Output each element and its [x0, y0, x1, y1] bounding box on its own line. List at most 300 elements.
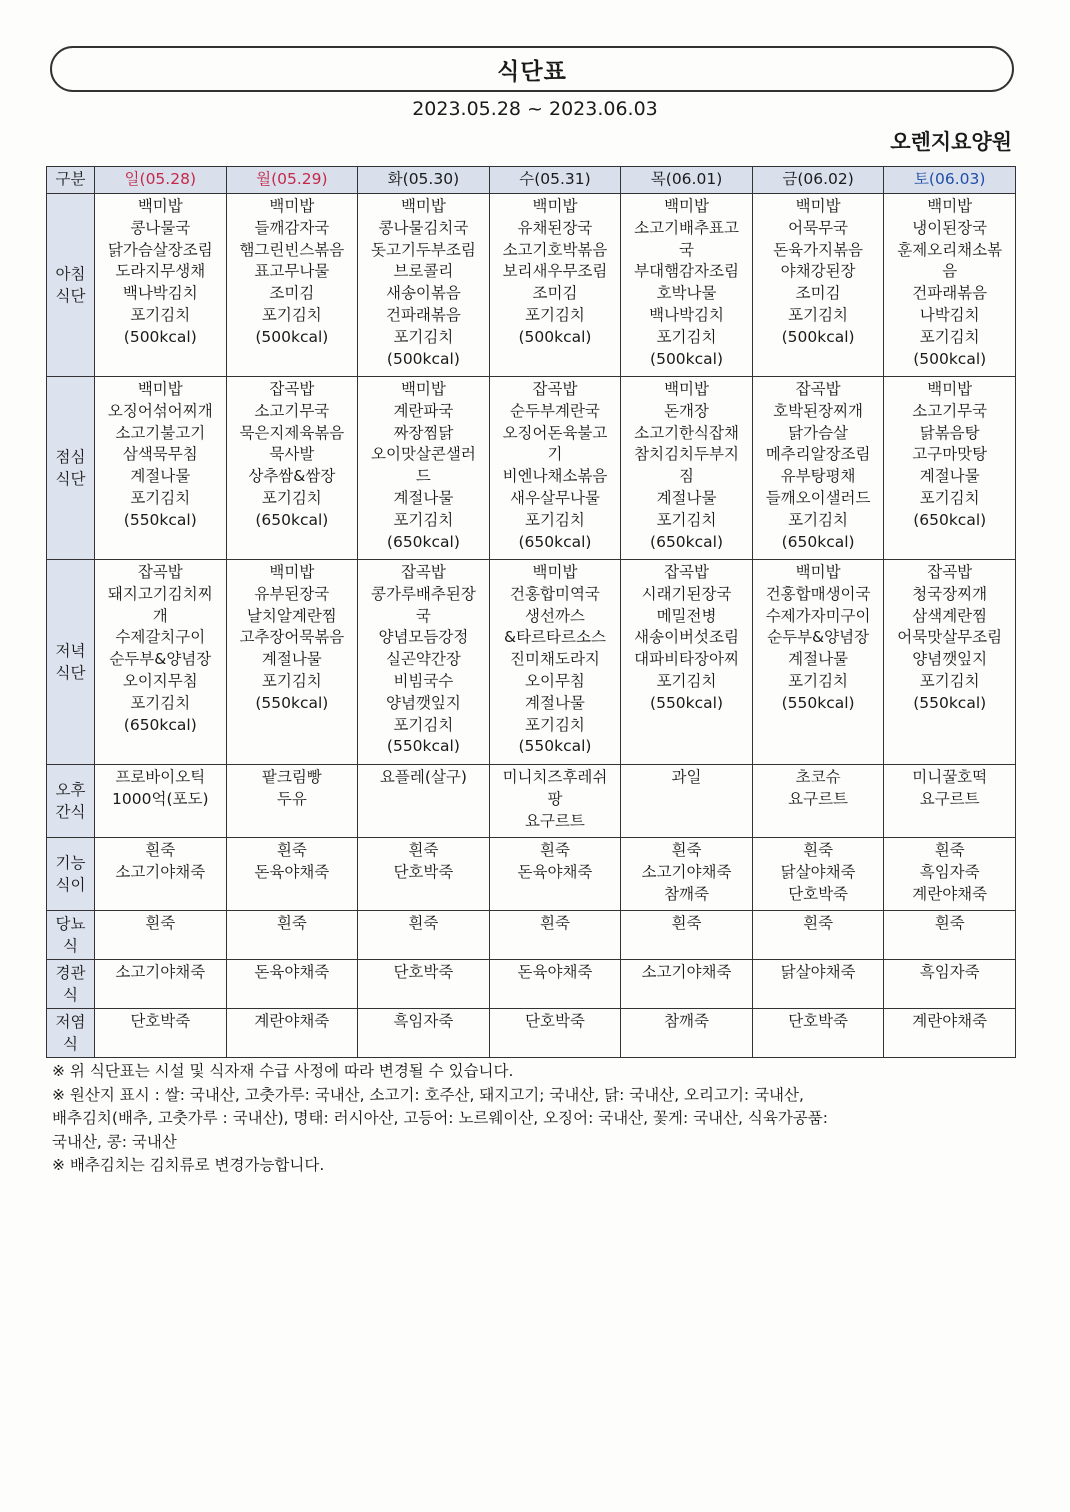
menu-item: 흰죽	[671, 841, 702, 859]
day-header-sat: 토(06.03)	[884, 167, 1016, 194]
day-header-thu: 목(06.01)	[621, 167, 753, 194]
menu-cell	[621, 560, 753, 765]
menu-item: 오이무침	[525, 671, 585, 690]
menu-item: 흰죽	[276, 914, 307, 932]
row-label	[47, 960, 95, 1009]
menu-cell	[752, 838, 884, 911]
menu-item: 흰죽	[408, 841, 439, 859]
day-header-tue: 화(05.30)	[358, 167, 490, 194]
menu-item: 포기김치	[788, 671, 849, 690]
row-label	[47, 838, 95, 911]
day-header-mon: 월(05.29)	[226, 167, 358, 194]
menu-item: 흑임자죽	[919, 963, 980, 981]
menu-item: 백나박김치	[649, 305, 724, 324]
menu-item: 기	[547, 445, 563, 464]
menu-item: (650kcal)	[518, 532, 592, 551]
menu-cell	[226, 765, 358, 838]
menu-item: 백미밥	[795, 197, 841, 215]
menu-item: 고추장어묵볶음	[239, 628, 345, 647]
menu-item: 짐	[679, 467, 695, 486]
menu-item: 소고기무국	[254, 401, 330, 420]
menu-item: 새송이버섯조림	[634, 628, 739, 647]
menu-item: 소고기불고기	[115, 423, 206, 442]
menu-cell	[226, 960, 358, 1009]
menu-item: 계절나물	[130, 467, 191, 486]
menu-item: 닭가슴살	[788, 423, 849, 442]
menu-cell	[358, 377, 490, 560]
menu-item: 흑임자죽	[393, 1012, 454, 1030]
menu-cell	[621, 765, 753, 838]
menu-item: (500kcal)	[650, 349, 724, 368]
menu-item: 콩나물국	[130, 218, 191, 237]
menu-cell	[358, 765, 490, 838]
menu-item: 짜장찜닭	[393, 423, 454, 442]
menu-item: 포기김치	[130, 693, 191, 712]
note-line: ※ 위 식단표는 시설 및 식자재 수급 사정에 따라 변경될 수 있습니다.	[52, 1062, 514, 1080]
menu-item: 시래기된장국	[641, 584, 732, 603]
row-label-text: 간식	[55, 803, 86, 821]
menu-item: 백나박김치	[122, 284, 198, 303]
note-line: 국내산, 콩: 국내산	[52, 1132, 177, 1151]
menu-item: 참깨죽	[664, 884, 709, 903]
menu-item: 단호박죽	[130, 1012, 191, 1030]
menu-cell	[621, 194, 753, 377]
menu-cell	[621, 911, 753, 960]
menu-item: 백미밥	[927, 197, 973, 215]
menu-item: (500kcal)	[781, 327, 855, 346]
menu-cell	[226, 377, 358, 560]
menu-item: 포기김치	[919, 671, 980, 690]
menu-cell	[95, 1009, 227, 1058]
menu-item: 수제가자미구이	[765, 606, 871, 625]
menu-item: 새우살무나물	[510, 488, 600, 507]
menu-item: 소고기야채죽	[115, 963, 206, 981]
menu-item: 양념깻잎지	[912, 650, 988, 669]
menu-item: 콩나물김치국	[378, 218, 469, 237]
menu-item: 계절나물	[919, 467, 980, 486]
menu-cell	[884, 911, 1016, 960]
menu-item: 날치알계란찜	[246, 606, 337, 625]
menu-item: 묵은지제육볶음	[239, 423, 345, 442]
row-label-text: 식단	[55, 470, 86, 488]
menu-item: 햄그린빈스볶음	[239, 240, 345, 259]
note-line: 배추김치(배추, 고춧가루 : 국내산), 명태: 러시아산, 고등어: 노르웨이산, 오징어: 국내산, 꽃게: 국내산, 식육가공품:	[52, 1109, 828, 1127]
menu-item: 백미밥	[269, 563, 315, 581]
menu-item: 잡곡밥	[664, 563, 709, 581]
meal-row-dinner	[47, 560, 1016, 765]
menu-cell	[489, 765, 621, 838]
menu-item: 단호박죽	[393, 963, 454, 981]
menu-cell	[884, 765, 1016, 838]
menu-cell	[752, 560, 884, 765]
menu-item: 잡곡밥	[269, 380, 315, 398]
meal-row-diabetic	[47, 911, 1016, 960]
menu-item: 백미밥	[532, 563, 578, 581]
menu-item: 포기김치	[525, 715, 585, 734]
menu-item: 흰죽	[934, 914, 965, 932]
row-label-text: 식단	[55, 287, 86, 305]
menu-item: (550kcal)	[123, 510, 197, 529]
menu-item: 백미밥	[400, 197, 446, 215]
row-label	[47, 194, 95, 377]
meal-row-tube	[47, 960, 1016, 1009]
meal-row-lunch	[47, 377, 1016, 560]
menu-item: 삼색묵무침	[122, 445, 198, 464]
row-label	[47, 377, 95, 560]
menu-item: 잡곡밥	[927, 563, 973, 581]
row-label-text: 아침	[55, 265, 86, 283]
menu-item: 실곤약간장	[385, 650, 461, 669]
menu-item: 잡곡밥	[532, 380, 578, 398]
menu-cell	[226, 911, 358, 960]
facility-name: 오렌지요양원	[890, 130, 1012, 154]
menu-item: 흰죽	[803, 914, 834, 932]
menu-item: 유부된장국	[254, 584, 330, 603]
menu-item: 포기김치	[919, 327, 980, 346]
menu-item: 계란야채죽	[254, 1012, 330, 1030]
menu-item: 백미밥	[269, 197, 315, 215]
row-label-text: 식	[63, 986, 78, 1004]
menu-item: 진미채도라지	[510, 650, 600, 669]
menu-item: 호박된장찌개	[773, 401, 864, 420]
menu-item: (650kcal)	[650, 532, 724, 551]
menu-item: 흰죽	[539, 841, 570, 859]
note-line: ※ 원산지 표시 : 쌀: 국내산, 고춧가루: 국내산, 소고기: 호주산, 돼지고기; 국내산, 닭: 국내산, 오리고기: 국내산,	[52, 1085, 804, 1104]
menu-cell	[489, 377, 621, 560]
menu-item: 포기김치	[919, 488, 980, 507]
menu-item: 흰죽	[145, 914, 176, 932]
menu-item: 팡	[547, 789, 563, 808]
menu-item: 어묵무국	[788, 218, 849, 237]
menu-item: 개	[152, 606, 168, 625]
menu-item: 초코슈	[795, 768, 841, 786]
menu-item: 닭살야채죽	[780, 862, 856, 881]
menu-item: 보리새우무조림	[502, 262, 608, 281]
menu-item: 청국장찌개	[912, 584, 988, 603]
menu-item: 흰죽	[803, 841, 834, 859]
day-header-fri: 금(06.02)	[752, 167, 884, 194]
menu-item: 돈육야채죽	[517, 862, 593, 881]
menu-cell	[226, 194, 358, 377]
menu-item: 오징어섞어찌개	[107, 401, 213, 420]
menu-item: 비엔나채소볶음	[502, 467, 608, 486]
menu-cell	[358, 838, 490, 911]
menu-cell	[489, 838, 621, 911]
menu-item: 계절나물	[656, 488, 717, 507]
menu-item: 조미김	[532, 284, 578, 303]
menu-cell	[489, 194, 621, 377]
menu-item: 포기김치	[130, 305, 191, 324]
row-label-text: 오후	[55, 781, 86, 799]
row-label	[47, 560, 95, 765]
menu-item: 계절나물	[788, 650, 849, 669]
menu-cell	[884, 960, 1016, 1009]
menu-item: 미니치즈후레쉬	[502, 768, 608, 786]
menu-cell	[358, 194, 490, 377]
menu-item: (650kcal)	[913, 510, 987, 529]
date-range: 2023.05.28 ~ 2023.06.03	[412, 98, 658, 120]
row-label-text: 저녁	[55, 642, 86, 660]
row-label-text: 점심	[55, 448, 86, 466]
menu-item: 건홍합매생이국	[765, 584, 871, 603]
menu-item: 돗고기두부조림	[371, 240, 476, 259]
menu-item: (500kcal)	[386, 349, 460, 368]
menu-item: 흰죽	[276, 841, 307, 859]
menu-item: (500kcal)	[913, 349, 987, 368]
menu-item: 조미김	[795, 284, 841, 303]
menu-item: (650kcal)	[123, 715, 197, 734]
menu-item: 포기김치	[261, 488, 322, 507]
menu-item: 소고기야채죽	[641, 862, 732, 881]
menu-item: 포기김치	[393, 327, 454, 346]
menu-item: (550kcal)	[255, 693, 329, 712]
menu-item: 들깨오이샐러드	[765, 488, 871, 507]
menu-cell	[884, 838, 1016, 911]
menu-item: 건파래볶음	[912, 284, 988, 303]
row-label	[47, 911, 95, 960]
menu-item: 계절나물	[393, 488, 454, 507]
menu-cell	[621, 1009, 753, 1058]
menu-item: 소고기호박볶음	[502, 240, 608, 259]
menu-item: (500kcal)	[255, 327, 329, 346]
row-label-text: 식이	[55, 876, 86, 894]
menu-item: 포기김치	[525, 510, 585, 529]
menu-item: 백미밥	[400, 380, 446, 398]
menu-item: 돈개장	[664, 401, 709, 420]
meal-row-functional	[47, 838, 1016, 911]
menu-item: 포기김치	[525, 305, 585, 324]
menu-item: 포기김치	[656, 327, 717, 346]
menu-item: 두유	[276, 789, 307, 808]
menu-item: 흰죽	[145, 841, 176, 859]
row-label-text: 저염	[55, 1013, 86, 1031]
menu-item: 계란야채죽	[912, 884, 988, 903]
menu-item: 부대햄감자조림	[634, 262, 739, 281]
day-header-sun: 일(05.28)	[95, 167, 227, 194]
row-label-text: 식	[63, 1035, 78, 1053]
menu-item: 표고무나물	[254, 262, 330, 281]
menu-item: (550kcal)	[386, 737, 460, 756]
menu-item: 양념모듬강정	[378, 628, 469, 647]
meal-table	[46, 166, 1016, 1058]
row-label-text: 기능	[55, 854, 86, 872]
menu-item: 야채강된장	[780, 262, 856, 281]
row-label-text: 당뇨	[55, 915, 86, 933]
menu-item: 계란파국	[393, 401, 454, 420]
menu-cell	[752, 960, 884, 1009]
menu-item: 어묵맛살무조림	[897, 628, 1003, 647]
menu-cell	[95, 911, 227, 960]
menu-item: 계절나물	[261, 650, 322, 669]
menu-cell	[95, 377, 227, 560]
menu-item: 상추쌈&쌈장	[248, 467, 336, 486]
menu-item: 콩가루배추된장	[371, 584, 476, 603]
menu-item: 호박나물	[656, 284, 717, 303]
menu-item: 순두부&양념장	[767, 628, 870, 647]
menu-item: 잡곡밥	[795, 380, 841, 398]
menu-item: (650kcal)	[386, 532, 460, 551]
menu-item: 순두부계란국	[510, 401, 600, 420]
menu-cell	[489, 911, 621, 960]
menu-cell	[621, 960, 753, 1009]
menu-item: 닭가슴살장조림	[107, 240, 213, 259]
menu-cell	[95, 765, 227, 838]
menu-item: 백미밥	[137, 197, 183, 215]
menu-item: 건홍합미역국	[510, 584, 600, 603]
notes-section	[52, 1060, 1012, 1178]
menu-item: 단호박죽	[525, 1012, 585, 1030]
menu-item: 요구르트	[919, 789, 980, 808]
menu-cell	[358, 560, 490, 765]
menu-cell	[226, 560, 358, 765]
menu-cell	[752, 1009, 884, 1058]
menu-item: 소고기무국	[912, 401, 988, 420]
menu-item: 닭살야채죽	[780, 963, 856, 981]
menu-item: (550kcal)	[781, 693, 855, 712]
menu-item: 도라지무생채	[115, 262, 206, 281]
menu-cell	[489, 1009, 621, 1058]
menu-item: 훈제오리채소볶	[897, 240, 1003, 259]
menu-item: 포기김치	[788, 510, 849, 529]
menu-item: 흑임자죽	[919, 862, 980, 881]
row-label-text: 식단	[55, 664, 86, 682]
menu-item: 백미밥	[137, 380, 183, 398]
menu-item: 포기김치	[656, 671, 717, 690]
menu-item: 포기김치	[393, 510, 454, 529]
menu-item: 순두부&양념장	[109, 650, 212, 669]
menu-item: 국	[679, 240, 695, 259]
menu-item: 포기김치	[393, 715, 454, 734]
menu-cell	[884, 194, 1016, 377]
menu-item: 유채된장국	[517, 218, 593, 237]
meal-row-lowsalt	[47, 1009, 1016, 1058]
menu-item: (500kcal)	[518, 327, 592, 346]
menu-item: 소고기배추표고	[634, 218, 739, 237]
menu-item: 생선까스	[525, 606, 585, 625]
menu-item: 묵사발	[269, 445, 315, 464]
menu-item: 단호박죽	[393, 862, 454, 881]
note-line: ※ 배추김치는 김치류로 변경가능합니다.	[52, 1156, 325, 1174]
menu-item: 포기김치	[261, 305, 322, 324]
menu-item: 들깨감자국	[254, 218, 330, 237]
menu-cell	[489, 560, 621, 765]
menu-item: 메밀전병	[656, 606, 717, 625]
row-label	[47, 1009, 95, 1058]
menu-item: 돈육야채죽	[254, 862, 330, 881]
menu-item: 건파래볶음	[385, 305, 461, 324]
menu-item: 과일	[671, 768, 702, 786]
menu-item: 음	[942, 262, 958, 281]
menu-item: 백미밥	[927, 380, 973, 398]
menu-item: 백미밥	[532, 197, 578, 215]
menu-cell	[621, 838, 753, 911]
menu-item: 참치김치두부지	[634, 445, 739, 464]
menu-cell	[884, 560, 1016, 765]
corner-label: 구분	[47, 167, 95, 194]
menu-item: 잡곡밥	[137, 563, 183, 581]
menu-cell	[226, 1009, 358, 1058]
page-title: 식단표	[497, 58, 567, 85]
menu-item: 오징어돈육불고	[502, 423, 608, 442]
row-label-text: 식	[63, 937, 78, 955]
menu-item: 돈육야채죽	[254, 963, 330, 981]
menu-item: 계란야채죽	[912, 1012, 988, 1030]
menu-item: 포기김치	[788, 305, 849, 324]
menu-cell	[95, 838, 227, 911]
menu-item: 흰죽	[934, 841, 965, 859]
menu-item: 요구르트	[788, 789, 849, 808]
menu-item: 미니꿀호떡	[912, 768, 988, 786]
menu-item: 소고기한식잡채	[634, 423, 739, 442]
menu-item: (550kcal)	[518, 737, 592, 756]
menu-item: 비빔국수	[393, 671, 454, 690]
menu-item: 삼색계란찜	[912, 606, 988, 625]
menu-item: 백미밥	[664, 197, 709, 215]
menu-item: 나박김치	[919, 305, 980, 324]
menu-cell	[358, 960, 490, 1009]
menu-cell	[621, 377, 753, 560]
menu-cell	[358, 1009, 490, 1058]
menu-item: 계절나물	[525, 693, 585, 712]
menu-item: 돈육가지볶음	[773, 240, 864, 259]
row-label	[47, 765, 95, 838]
menu-cell	[884, 377, 1016, 560]
menu-cell	[358, 911, 490, 960]
menu-item: 흰죽	[671, 914, 702, 932]
menu-item: 오이지무침	[122, 671, 198, 690]
menu-item: 요구르트	[525, 811, 585, 830]
menu-item: 단호박죽	[788, 884, 849, 903]
menu-item: 조미김	[269, 284, 315, 303]
meal-row-breakfast	[47, 194, 1016, 377]
menu-item: 국	[415, 606, 431, 625]
menu-cell	[95, 560, 227, 765]
menu-item: 포기김치	[656, 510, 717, 529]
menu-item: 돈육야채죽	[517, 963, 593, 981]
menu-cell	[95, 960, 227, 1009]
menu-cell	[489, 960, 621, 1009]
menu-item: (650kcal)	[255, 510, 329, 529]
menu-item: 단호박죽	[788, 1012, 849, 1030]
menu-item: (550kcal)	[650, 693, 724, 712]
menu-item: (650kcal)	[781, 532, 855, 551]
title-banner	[50, 46, 1014, 92]
day-header-wed: 수(05.31)	[489, 167, 621, 194]
menu-item: (500kcal)	[123, 327, 197, 346]
menu-cell	[752, 765, 884, 838]
menu-item: 1000억(포도)	[112, 789, 209, 808]
menu-item: 팥크림빵	[261, 768, 322, 786]
menu-item: 프로바이오틱	[115, 768, 206, 786]
menu-cell	[752, 194, 884, 377]
menu-item: 흰죽	[408, 914, 439, 932]
menu-item: 양념깻잎지	[385, 693, 461, 712]
menu-item: 고구마맛탕	[912, 445, 988, 464]
menu-item: 참깨죽	[664, 1012, 709, 1030]
menu-item: 오이맛살콘샐러	[371, 445, 476, 464]
menu-item: 메추리알장조림	[765, 445, 871, 464]
menu-item: 드	[415, 467, 431, 486]
menu-item: 냉이된장국	[912, 218, 988, 237]
menu-cell	[752, 377, 884, 560]
menu-item: 유부탕평채	[780, 467, 856, 486]
menu-item: 백미밥	[795, 563, 841, 581]
menu-item: 대파비타장아찌	[634, 650, 739, 669]
menu-item: 요플레(살구)	[379, 768, 467, 786]
menu-item: 포기김치	[261, 671, 322, 690]
menu-item: 소고기야채죽	[115, 862, 206, 881]
menu-cell	[95, 194, 227, 377]
